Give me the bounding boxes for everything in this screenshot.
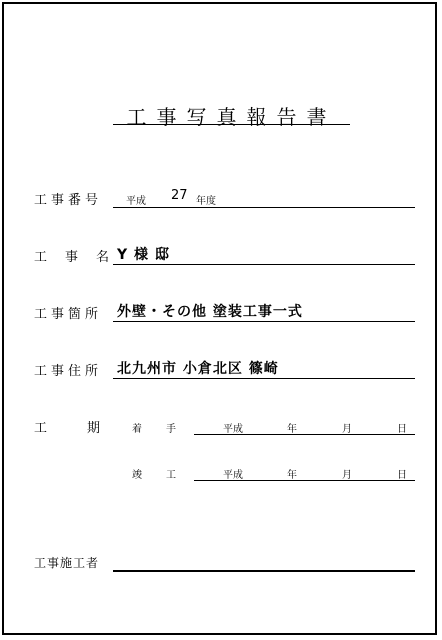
construction-number-underline	[113, 207, 415, 208]
period-start-day-unit: 日	[397, 424, 407, 435]
period-start-month-unit: 月	[342, 424, 352, 435]
period-label: 工期	[34, 421, 141, 436]
period-end-month-unit: 月	[342, 470, 352, 481]
construction-location-label: 工事箇所	[34, 307, 103, 322]
period-start-label: 着手	[132, 424, 200, 435]
period-end-underline	[194, 480, 415, 481]
construction-address-value: 北九州市 小倉北区 篠崎	[117, 361, 279, 377]
period-end-era: 平成	[223, 470, 243, 481]
construction-location-value: 外壁・その他 塗装工事一式	[117, 304, 303, 320]
construction-number-label: 工事番号	[34, 193, 103, 208]
contractor-label: 工事施工者	[34, 556, 100, 570]
period-end-year-unit: 年	[287, 470, 297, 481]
title-underline	[113, 124, 350, 125]
construction-address-label: 工事住所	[34, 364, 103, 379]
construction-number-year-suffix: 年度	[196, 196, 216, 207]
contractor-underline	[113, 570, 415, 572]
construction-number-era: 平成	[126, 196, 146, 207]
construction-number-year: 27	[171, 188, 188, 203]
construction-name-label: 工事名	[34, 250, 128, 265]
period-start-era: 平成	[223, 424, 243, 435]
period-end-label: 竣工	[132, 470, 200, 481]
construction-name-value: Y 様 邸	[117, 247, 170, 263]
period-start-underline	[194, 434, 415, 435]
period-start-year-unit: 年	[287, 424, 297, 435]
document-title: 工事写真報告書	[126, 105, 337, 129]
period-end-day-unit: 日	[397, 470, 407, 481]
construction-location-underline	[113, 321, 415, 322]
construction-name-underline	[113, 264, 415, 265]
construction-address-underline	[113, 378, 415, 379]
